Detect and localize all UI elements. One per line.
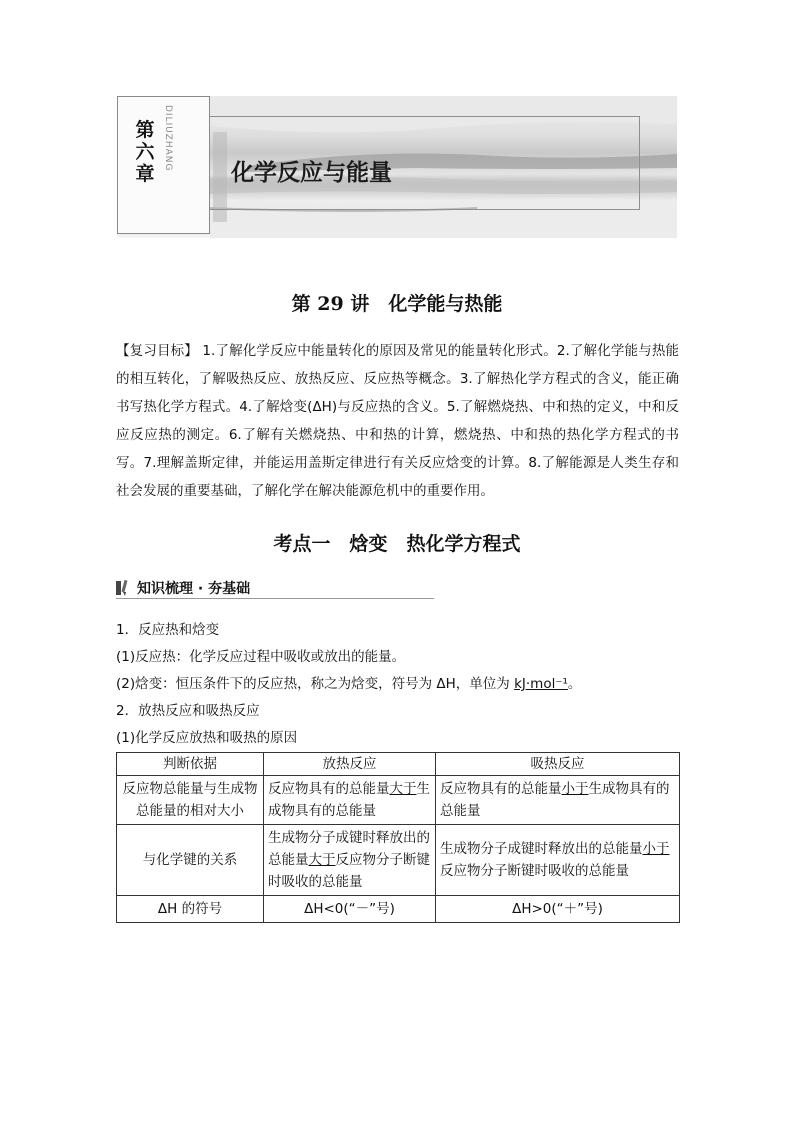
cell-text: 反应物分子断键时吸收的总能量 bbox=[268, 852, 430, 890]
definition-enthalpy-change bbox=[116, 672, 581, 692]
table-header: 吸热反应 bbox=[436, 753, 680, 776]
table-cell bbox=[264, 825, 436, 896]
heading-exo-endo-cause: (1)化学反应放热和吸热的原因 bbox=[116, 730, 298, 746]
table-cell bbox=[436, 825, 680, 896]
heading-reaction-heat: 1．反应热和焓变 bbox=[116, 622, 220, 638]
chapter-title: 化学反应与能量 bbox=[231, 160, 392, 186]
pencil-icon bbox=[116, 580, 134, 596]
table-header-row bbox=[117, 753, 680, 776]
chapter-banner bbox=[117, 96, 677, 238]
table-cell bbox=[264, 776, 436, 825]
chapter-label-box bbox=[117, 96, 210, 234]
table-header: 判断依据 bbox=[117, 753, 264, 776]
cell-text: 反应物具有的总能量 bbox=[268, 781, 390, 797]
enthalpy-text: (2)焓变：恒压条件下的反应热，称之为焓变，符号为 ΔH，单位为 bbox=[116, 676, 515, 692]
cell-text: 生成物分子成键时释放出的总能量 bbox=[268, 830, 430, 868]
cell-answer: 小于 bbox=[642, 841, 670, 857]
table-row bbox=[117, 896, 680, 923]
lesson-title: 第 29 讲 化学能与热能 bbox=[291, 293, 503, 315]
comparison-table bbox=[116, 752, 680, 923]
chapter-pinyin: DILIUZHANG bbox=[163, 105, 173, 172]
cell-text: 生成物分子成键时释放出的总能量 bbox=[440, 841, 643, 857]
goals-tag: 【复习目标】 bbox=[116, 343, 198, 359]
cell-text: 生成物具有的总能量 bbox=[268, 781, 430, 819]
cell-answer: 小于 bbox=[561, 781, 589, 797]
cell-answer: 大于 bbox=[308, 852, 336, 868]
cell-text: 反应物分子断键时吸收的总能量 bbox=[440, 863, 629, 879]
table-row bbox=[117, 776, 680, 825]
enthalpy-end: 。 bbox=[567, 676, 582, 692]
table-cell: ΔH 的符号 bbox=[117, 896, 264, 923]
goals-text: 1.了解化学反应中能量转化的原因及常见的能量转化形式。2.了解化学能与热能的相互转化，了解吸热反应、放热反应、反应热等概念。3.了解热化学方程式的含义，能正确书写热化学方程式。4.了解焓变(ΔH)与反应热的含义。5.了解燃烧热、中和热的定义，中和反应反应热的测定。6.了解有关燃烧热、中和热的计算，燃烧热、中和热的热化学方程式的书写。7.理解盖斯定律，并能运用盖斯定律进行有关反应焓变的计算。8.了解能源是人类生存和社会发展的重要基础，了解化学在解决能源危机中的重要作用。 bbox=[116, 343, 680, 499]
table-cell: ΔH<0(“－”号) bbox=[264, 896, 436, 923]
enthalpy-unit: kJ·mol⁻¹ bbox=[514, 676, 568, 692]
cell-text: 反应物具有的总能量 bbox=[440, 781, 562, 797]
topic-title: 考点一 焓变 热化学方程式 bbox=[273, 533, 521, 555]
definition-reaction-heat: (1)反应热：化学反应过程中吸收或放出的能量。 bbox=[116, 649, 406, 665]
table-cell: 与化学键的关系 bbox=[117, 825, 264, 896]
table-row bbox=[117, 825, 680, 896]
heading-exo-endo: 2．放热反应和吸热反应 bbox=[116, 703, 260, 719]
section-header bbox=[116, 578, 434, 599]
table-cell bbox=[436, 776, 680, 825]
table-header: 放热反应 bbox=[264, 753, 436, 776]
chapter-number: 第六章 bbox=[135, 119, 155, 185]
cell-answer: 大于 bbox=[389, 781, 417, 797]
cell-text: 生成物具有的总能量 bbox=[440, 781, 670, 819]
review-goals bbox=[116, 337, 679, 505]
table-cell: 反应物总能量与生成物总能量的相对大小 bbox=[117, 776, 264, 825]
section-label: 知识梳理 · 夯基础 bbox=[137, 581, 251, 597]
table-cell: ΔH>0(“＋”号) bbox=[436, 896, 680, 923]
